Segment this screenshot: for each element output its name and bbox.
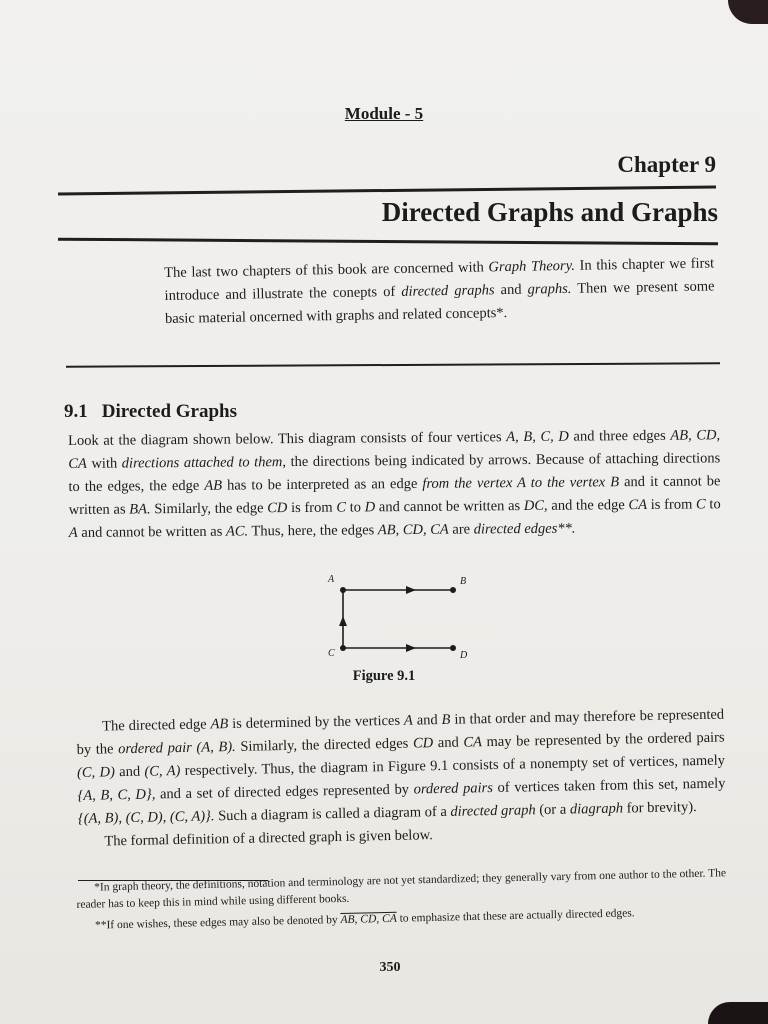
directed-graph-diagram [318,572,478,664]
vertex-b [450,587,456,593]
page-corner-shadow-bottom [708,1002,768,1024]
vertex-label-b: B [460,576,467,587]
page-number: 350 [379,960,401,975]
vertex-label-a: A [328,574,335,585]
vertex-a [340,587,346,593]
vertex-c [340,645,346,651]
vertex-label-d: D [460,650,468,661]
footnotes [76,865,727,939]
page-corner-shadow-top [728,0,768,24]
arrow-ca-icon [339,616,347,626]
module-heading: Module - 5 [344,104,424,123]
paragraph-ordered-pairs: The directed edge AB is determined by the vertices A and B in that order and may therefore be represented by the ordered pair (A, B). Similarly, the directed edges CD and CA may be represented by the ordered pairs (C, D) and (C, A) respectively. Thus, the diagram in Figure 9.1 consists of a nonempty set of vertices, namely {A, B, C, D}, and a set of directed edges represented by ordered pairs of vertices taken from this set, namely {(A, B), (C, D), (C, A)}. Such a diagram is called a diagram of a directed graph (or a diagraph for brevity). The formal definition of a directed graph is given below. [76,706,726,850]
arrow-ab-icon [406,586,416,594]
arrow-cd-icon [406,644,416,652]
rule-under-title [58,238,718,246]
figure-caption: Figure 9.1 [352,668,416,684]
chapter-abstract: The last two chapters of this book are concerned with Graph Theory. In this chapter we first introduce and illustrate the conepts of directed graphs and graphs. Then we present some basic material oncerned with graphs and related concepts*. [164,255,715,327]
footnote-1: *In graph theory, the definitions, notation and terminology are not yet standardized; they generally vary from one author to the other. The reader has to keep this in mind while using different books. [76,867,727,911]
chapter-number: Chapter 9 [617,152,716,177]
vertex-label-c: C [328,648,335,659]
figure-directed-graph [318,572,478,664]
vertex-d [450,645,456,651]
rule-after-abstract [66,362,720,367]
section-heading: 9.1 Directed Graphs [64,401,238,422]
rule-top [58,186,716,196]
footnote-2: **If one wishes, these edges may also be denoted by AB, CD, CA to emphasize that these are actually directed edges. [94,907,635,932]
paragraph-intro: Look at the diagram shown below. This diagram consists of four vertices A, B, C, D and three edges AB, CD, CA with directions attached to them, the directions being indicated by arrows. Because of attaching directions to the edges, the edge AB has to be interpreted as an edge from the vertex A to the vertex B and it cannot be written as BA. Similarly, the edge CD is from C to D and cannot be written as DC, and the edge CA is from C to A and cannot be written as AC. Thus, here, the edges AB, CD, CA are directed edges**. [68,427,721,541]
chapter-title: Directed Graphs and Graphs [381,197,718,227]
